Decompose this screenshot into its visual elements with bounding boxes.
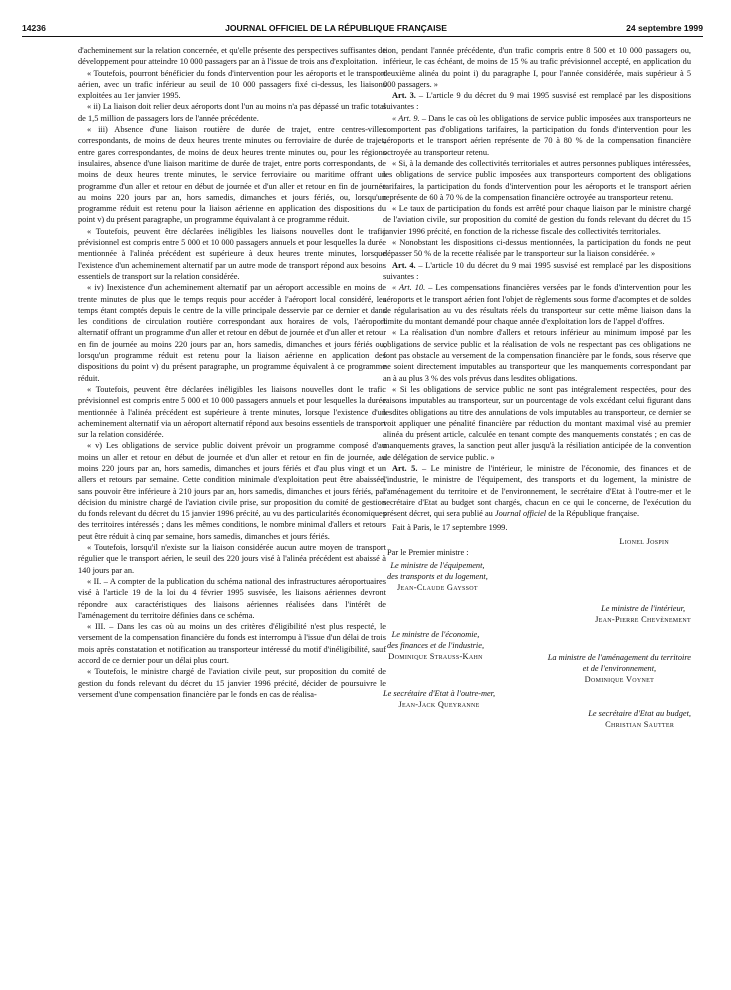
right-column xyxy=(383,45,692,729)
signature-economie: Le ministre de l'économie, des finances et de l'industrie, Dominique Strauss-Kahn xyxy=(387,629,485,661)
article-label: Art. 3. xyxy=(392,91,416,101)
article-text: – Dans le cas où les obligations de service public imposées aux transporteurs ne comportent pas d'obligations tarifaires, la participation du fonds d'intervention pour les aéroports et le transport aérien représente de 70 à 80 % de la compensation financière octroyée au transporteur retenu. xyxy=(383,113,691,157)
article-text: – L'article 10 du décret du 9 mai 1995 susvisé est remplacé par les dispositions suivantes : xyxy=(383,260,691,281)
article-text: – Le ministre de l'intérieur, le ministre de l'économie, des finances et de l'industrie, le ministre de l'équipement, des transports et du logement, la ministre de l'aménagement du territoire et de l'environnement, le secrétaire d'Etat à l'outre-mer et le secrétaire d'Etat au budget sont chargés, chacun en ce qui le concerne, de l'exécution du présent décret, qui sera publié au xyxy=(383,463,692,519)
article-text: – L'article 9 du décret du 9 mai 1995 susvisé est remplacé par les dispositions suivantes : xyxy=(383,91,692,112)
paragraph: « Si les obligations de service public ne sont pas intégralement respectées, pour des raisons imputables au transporteur, sur un pourcentage de vols excédant celui figurant dans lesdites obligations au titre des annulations de vols imputables au transporteur, ce dernier se voit appliquer une pénalité financière par réduction du montant maximal visé au premier alinéa du présent article, calculée en tenant compte des manquements constatés ; en cas de manquements graves, la sanction peut aller jusqu'à la résiliation anticipée de la convention de délégation de service public. » xyxy=(383,384,691,462)
page-number: 14236 xyxy=(22,23,46,33)
paragraph: « iii) Absence d'une liaison routière de durée de trajet, entre centres-villes correspondants, de moins de deux heures trente minutes ou ferroviaire de durée de trajet, entre gares correspondantes, de moins de deux heures trente minutes ou, pour les régions insulaires, absence d'une liaison maritime de durée de trajet, entre ports correspondants, de moins de deux heures trente minutes, le service ferroviaire ou maritime offrant un programme d'un aller et retour en début de journée et d'un aller et retour en fin de journée au moins 220 jours par an, hors samedis, dimanches et jours fériés, ou, lorsqu'un programme réduit est retenu pour la liaison aérienne en application des dispositions du point v) du présent paragraphe, un programme équivalant à ce programme réduit. xyxy=(78,125,386,225)
paragraph: « Nonobstant les dispositions ci-dessus mentionnées, la participation du fonds ne peut dépasser 50 % de la recette réalisée par le transporteur sur la liaison considérée. » xyxy=(383,238,691,259)
paragraph: « Le taux de participation du fonds est arrêté pour chaque liaison par le ministre chargé de l'aviation civile, sur proposition du comité de gestion du fonds relevant du décret du 15 janvier 1996 précité, en fonction de la richesse fiscale des collectivités territoriales. xyxy=(383,204,691,236)
article-text: – Les compensations financières versées par le fonds d'intervention pour les aéroports et le transport aérien font l'objet de règlements sous forme d'acomptes et de soldes de régularisation au vu des résultats réels du transporteur sur cette même liaison dans la limite du montant demandé pour chaque année d'exploitation lors de l'appel d'offres. xyxy=(383,283,691,327)
paragraph: « Si, à la demande des collectivités territoriales et autres personnes publiques intéressées, les obligations de service public imposées aux transporteurs comportent des obligations tarifaires, la participation du fonds d'intervention pour les aéroports et le transport aérien représente de 60 à 70 % de la compensation financière octroyée au transporteur retenu. xyxy=(383,158,691,202)
paragraph: « II. – A compter de la publication du schéma national des infrastructures aéroportuaires visé à l'article 19 de la loi du 4 février 1995 susvisée, les liaisons aériennes devront répondre aux caractéristiques des liaisons aériennes réalisées dans l'intérêt de l'aménagement du territoire définies dans ce schéma. xyxy=(78,576,386,620)
article-label: « Art. 10. xyxy=(392,283,426,293)
header-rule xyxy=(22,36,703,37)
article-text-end: de la République française. xyxy=(546,509,640,519)
article-9-quoted xyxy=(383,113,691,158)
signature-budget: Le secrétaire d'Etat au budget, Christian Sautter xyxy=(588,708,691,729)
signature-interieur: Le ministre de l'intérieur, Jean-Pierre Chevènement xyxy=(595,603,691,624)
article-label: « Art. 9. xyxy=(392,113,420,123)
article-3 xyxy=(383,90,691,113)
article-label: Art. 5. xyxy=(392,463,418,473)
paragraph: « Toutefois, lorsqu'il n'existe sur la liaison considérée aucun autre moyen de transport régulier que le transport aérien, le seuil des 220 jours visé à l'alinéa précédent est abaissé à 140 jours par an. xyxy=(78,543,386,575)
paragraph: « III. – Dans les cas où au moins un des critères d'éligibilité n'est plus respecté, le versement de la compensation financière du fonds est interrompu à l'issue d'un délai de trois mois après constatation et notification au transporteur intéressé du motif d'inéligibilité, sauf accord de ce dernier pour un délai plus court. xyxy=(78,622,386,666)
paragraph: « Toutefois, le ministre chargé de l'aviation civile peut, sur proposition du comité de gestion du fonds relevant du décret du 15 janvier 1996 précité, décider de poursuivre le versement d'une compensation financière par le fonds en cas de réalisa- xyxy=(78,667,386,699)
signature-equipement: Le ministre de l'équipement, des transports et du logement, Jean-Claude Gayssot xyxy=(387,560,488,592)
journal-title: JOURNAL OFFICIEL DE LA RÉPUBLIQUE FRANÇAISE xyxy=(225,23,447,33)
paragraph: « iv) Inexistence d'un acheminement alternatif par un aéroport accessible en moins de trente minutes de plus que le temps requis pour accéder à l'aéroport local considéré, les temps étant comptés depuis le centre de la ville principale desservie par ce dernier et dans les conditions de circulation routière correspondant aux horaires de vols, l'aéroport alternatif offrant un programme d'un aller et retour en début de journée et d'un aller et retour en fin de journée au moins 220 jours par an, hors samedis, dimanches et jours fériés ou, lorsqu'un programme réduit est retenu pour la liaison aérienne en application des dispositions du point v) du présent paragraphe, un programme équivalent à ce programme réduit. xyxy=(78,283,386,383)
issue-date: 24 septembre 1999 xyxy=(626,23,703,33)
paragraph: « La réalisation d'un nombre d'allers et retours inférieur au minimum imposé par les obligations de service public et la réalisation de vols ne respectant pas ces obligations ne font pas obstacle au versement de la compensation financière par le fonds, sous réserve que ne soient directement imputables au transporteur que les manquements correspondant par an à au plus 3 % des vols prévus dans lesdites obligations. xyxy=(383,328,691,383)
paragraph: tion, pendant l'année précédente, d'un trafic compris entre 8 500 et 10 000 passagers ou, inférieur, le cas échéant, de moins de 15 % au trafic prévisionnel accepté, en application du deuxième alinéa du point i) du paragraphe I, pour l'année considérée, mais supérieur à 5 000 passagers. » xyxy=(383,46,691,89)
article-5 xyxy=(383,463,691,519)
signature-outre-mer: Le secrétaire d'Etat à l'outre-mer, Jean-Jack Queyranne xyxy=(383,688,496,709)
page-header xyxy=(22,20,703,36)
paragraph: « Toutefois, pourront bénéficier du fonds d'intervention pour les aéroports et le transport aérien, avec un trafic inférieur au seuil de 10 000 passagers fixé ci-dessus, les liaisons exploitées au 1er janvier 1995. xyxy=(78,68,386,101)
left-column xyxy=(78,45,386,700)
article-4 xyxy=(383,260,691,283)
paragraph: « v) Les obligations de service public doivent prévoir un programme composé d'au moins un aller et retour en début de journée et d'un aller et retour en fin de journée, au moins 220 jours par an, hors samedis, dimanches et jours fériés et d'au plus vingt et un allers et retours par semaine. Cette condition minimale d'exploitation peut être abaissée, sans pouvoir être inférieure à 210 jours par an, hors samedis, dimanches et jours fériés, par décision du ministre chargé de l'aviation civile prise, sur proposition du comité de gestion du fonds relevant du décret du 15 janvier 1996 précité, au vu des particularités économiques des territoires intéressés ; dans les mêmes conditions, le nombre minimal d'allers et retours peut être réduit à cinq par semaine, hors samedis, dimanches et jours fériés. xyxy=(78,441,386,541)
signing-place-date: Fait à Paris, le 17 septembre 1999. xyxy=(392,523,508,533)
signature-prime-minister: Lionel Jospin xyxy=(619,536,669,546)
article-10-quoted xyxy=(383,282,691,327)
journal-officiel-italic: Journal officiel xyxy=(494,509,547,519)
paragraph: d'acheminement sur la relation concernée, et qu'elle présente des perspectives suffisantes de développement pour atteindre 10 000 passagers par an à l'issue de trois ans d'exploitation. xyxy=(78,46,386,67)
article-label: Art. 4. xyxy=(392,260,416,270)
signature-amenagement: La ministre de l'aménagement du territoire et de l'environnement, Dominique Voynet xyxy=(547,652,691,684)
paragraph: « Toutefois, peuvent être déclarées inéligibles les liaisons nouvelles dont le trafic prévisionnel est compris entre 5 000 et 10 000 passagers annuels et pour lesquelles la durée mentionnée à l'alinéa précédent est supérieure à deux heures trente minutes, lorsque l'existence d'un acheminement alternatif par un autre mode de transport répond aux besoins essentiels de transport sur la relation considérée. xyxy=(78,226,386,281)
paragraph: « ii) La liaison doit relier deux aéroports dont l'un au moins n'a pas dépassé un trafic total de 1,5 million de passagers lors de l'année précédente. xyxy=(78,102,386,123)
par-premier-ministre: Par le Premier ministre : xyxy=(387,547,469,557)
signatures-block xyxy=(383,536,691,729)
paragraph: « Toutefois, peuvent être déclarées inéligibles les liaisons nouvelles dont le trafic prévisionnel est compris entre 5 000 et 10 000 passagers annuels et pour lesquelles la durée mentionnée à l'alinéa précédent est supérieure à trente minutes, lorsque l'existence d'un acheminement alternatif via un aéroport alternatif répond aux besoins essentiels de transport sur la relation considérée. xyxy=(78,384,386,440)
